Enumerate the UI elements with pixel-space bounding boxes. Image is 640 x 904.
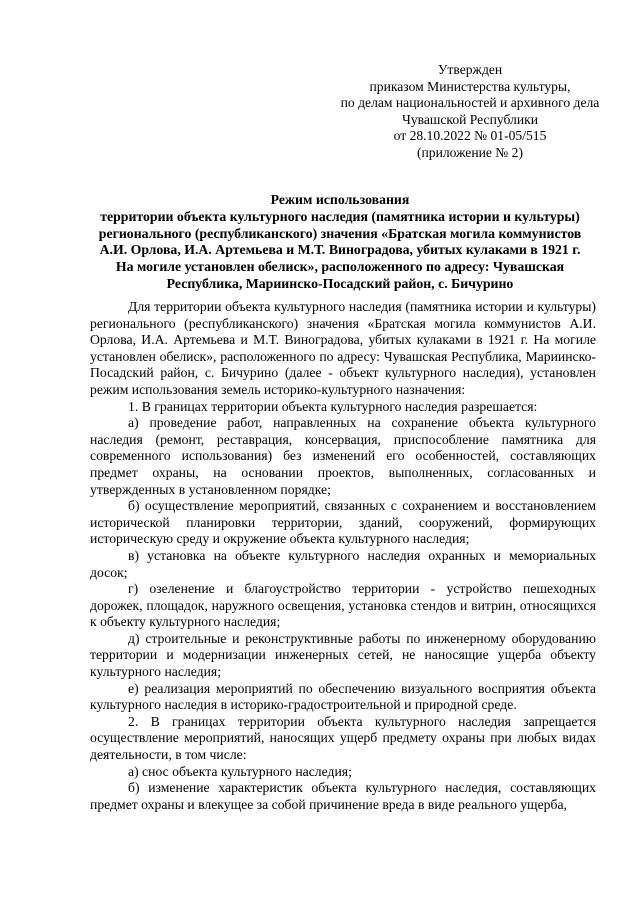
approval-line: Чувашской Республики <box>402 111 538 127</box>
approval-block <box>320 62 620 162</box>
approval-line: от 28.10.2022 № 01-05/515 <box>393 128 547 144</box>
body-paragraph-section-2: 2. В границах территории объекта культурного наследия запрещается осуществление мероприятий, наносящих ущерб предмету охраны при любых видах деятельности, в том числе: <box>90 713 596 763</box>
body-paragraph-item-2a: а) снос объекта культурного наследия; <box>128 763 352 779</box>
title-line: Режим использования <box>270 192 410 207</box>
body-paragraph-item-e: е) реализация мероприятий по обеспечению визуального восприятия объекта культурного наследия в историко-градостроительной и природной среде. <box>90 680 596 713</box>
document-body <box>90 299 596 813</box>
title-line: регионального (республиканского) значения «Братская могила коммунистов <box>98 225 582 241</box>
title-line: А.И. Орлова, И.А. Артемьева и М.Т. Виноградова, убитых кулаками в 1921 г. <box>99 242 581 258</box>
body-paragraph-item-d: д) строительные и реконструктивные работы по инженерному оборудованию территории и модернизации инженерных сетей, не наносящие ущерба объекту культурного наследия; <box>90 630 596 680</box>
body-paragraph-item-2b: б) изменение характеристик объекта культурного наследия, составляющих предмет охраны и влекущее за собой причинение вреда в виде реального ущерба, <box>90 780 596 812</box>
approval-line: приказом Министерства культуры, <box>369 78 571 94</box>
approval-line: по делам национальностей и архивного дела <box>340 95 600 111</box>
body-paragraph-item-g: г) озеленение и благоустройство территории - устройство пешеходных дорожек, площадок, наружного освещения, установка стендов и витрин, относящихся к объекту культурного наследия; <box>90 581 596 630</box>
approval-line: Утвержден <box>437 62 503 77</box>
body-paragraph-intro: Для территории объекта культурного наследия (памятника истории и культуры) регионального (республиканского) значения «Братская могила коммунистов А.И. Орлова, И.А. Артемьева и М.Т. Виноградова, убитых кулаками в 1921 г. На могиле установлен обелиск», расположенного по адресу: Чувашская Республика, Мариинско-Посадский район, с. Бичурино (далее - объект культурного наследия), установлен режим использования земель историко-культурного назначения: <box>90 299 596 397</box>
approval-line: (приложение № 2) <box>416 144 524 160</box>
body-paragraph-item-v: в) установка на объекте культурного наследия охранных и мемориальных досок; <box>90 547 596 580</box>
title-line: территории объекта культурного наследия (памятника истории и культуры) <box>100 208 580 224</box>
body-paragraph-section-1: 1. В границах территории объекта культурного наследия разрешается: <box>128 398 538 414</box>
body-paragraph-item-b: б) осуществление мероприятий, связанных с сохранением и восстановлением исторической планировки территории, зданий, сооружений, формирующих историческую среду и окружение объекта культурного наследия; <box>90 498 596 547</box>
title-line: На могиле установлен обелиск», расположенного по адресу: Чувашская <box>115 259 565 275</box>
document-title <box>80 192 600 293</box>
body-paragraph-item-a: а) проведение работ, направленных на сохранение объекта культурного наследия (ремонт, реставрация, консервация, приспособление памятника для современного использования) без изменений его особенностей, составляющих предмет охраны, на основании проектов, выполненных, согласованных и утвержденных в установленном порядке; <box>90 415 596 497</box>
title-line: Республика, Мариинско-Посадский район, с. Бичурино <box>166 275 514 291</box>
